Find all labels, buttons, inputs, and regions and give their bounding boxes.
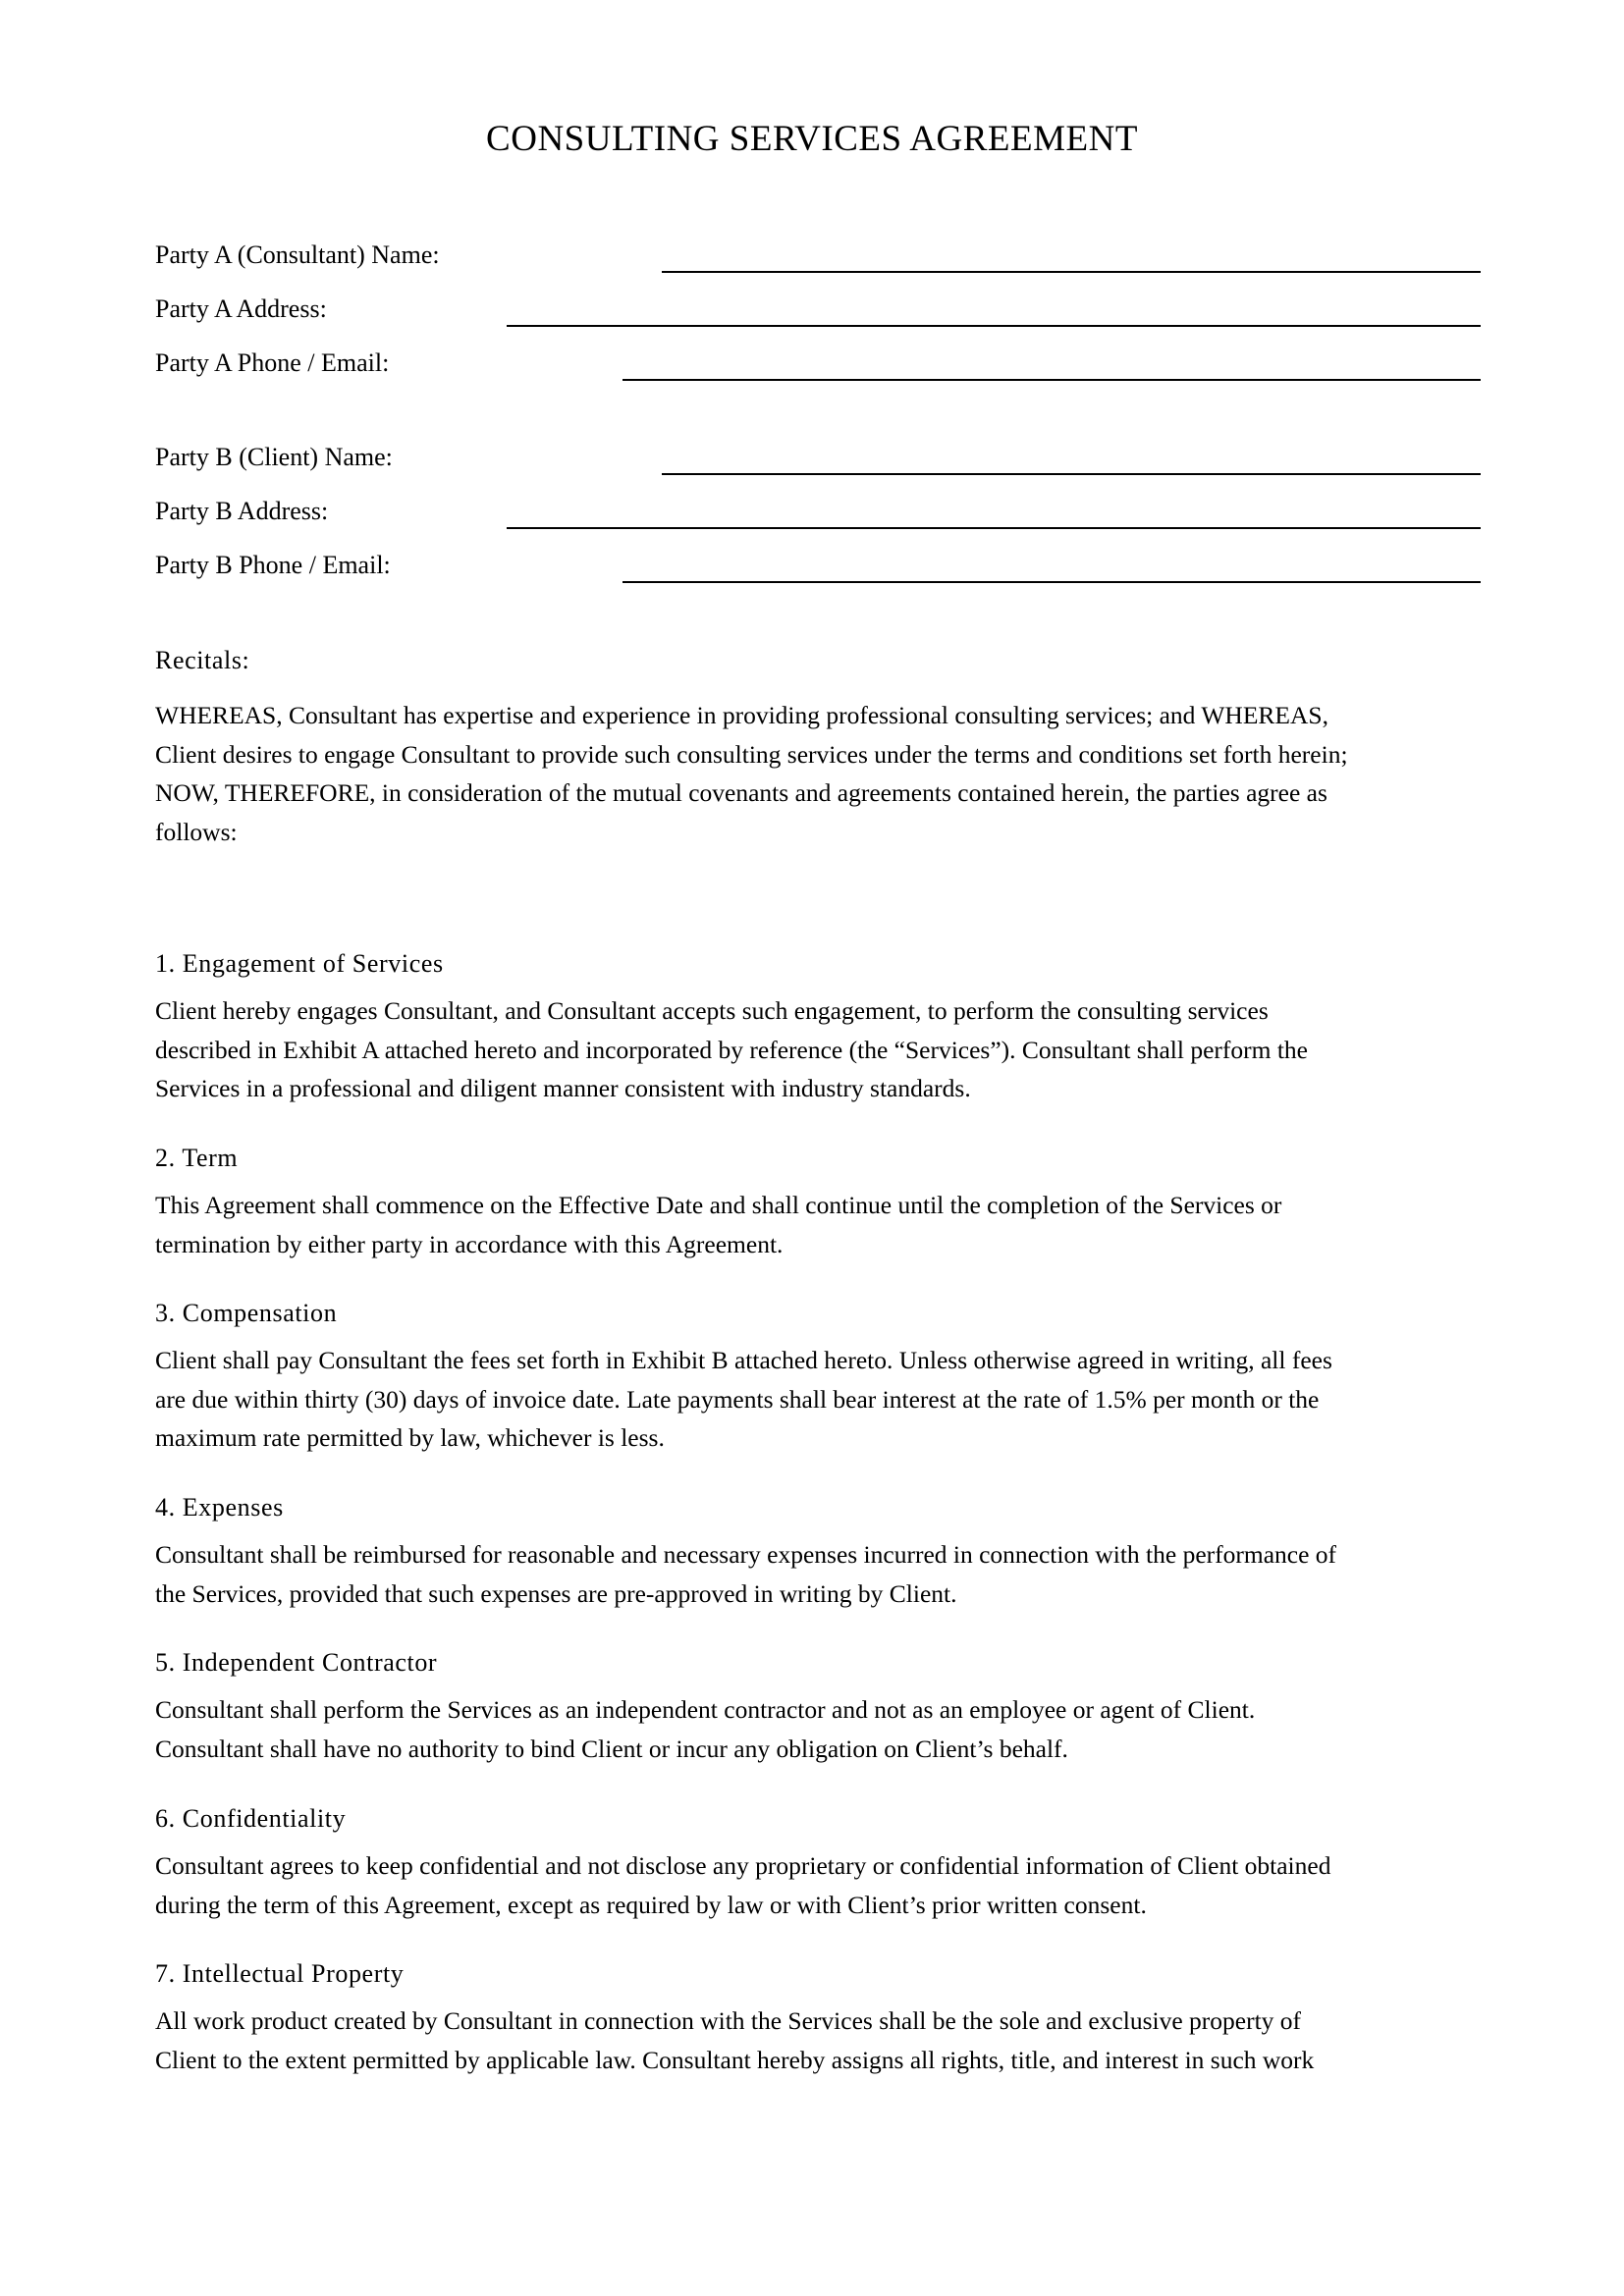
section-line: All work product created by Consultant in connection with the Services shall be the sole and exclusive property of: [155, 2006, 1302, 2035]
section-2-heading: 2. Term: [155, 1144, 239, 1172]
section-line: Client shall pay Consultant the fees set forth in Exhibit B attached hereto. Unless otherwise agreed in writing, all fees: [155, 1346, 1332, 1374]
recitals-heading: Recitals:: [155, 646, 250, 674]
section-5-heading: 5. Independent Contractor: [155, 1648, 438, 1677]
recitals-line: Client desires to engage Consultant to provide such consulting services under the terms and conditions set forth herein;: [155, 739, 1348, 769]
section-line: Consultant agrees to keep confidential and not disclose any proprietary or confidential information of Client obtained: [155, 1851, 1331, 1880]
party-b-address-label: Party B Address:: [155, 497, 329, 525]
section-7-paragraph: [155, 2002, 1481, 2079]
section-line: Client to the extent permitted by applicable law. Consultant hereby assigns all rights, title, and interest in such work: [155, 2045, 1315, 2074]
section-3-paragraph: [155, 1341, 1481, 1458]
section-4-paragraph: [155, 1535, 1481, 1613]
party-b-address-field[interactable]: [507, 527, 1481, 529]
section-line: Client hereby engages Consultant, and Consultant accepts such engagement, to perform the consulting services: [155, 996, 1269, 1025]
section-1-paragraph: [155, 991, 1481, 1108]
section-line: This Agreement shall commence on the Effective Date and shall continue until the completion of the Services or: [155, 1191, 1282, 1219]
section-line: Services in a professional and diligent manner consistent with industry standards.: [155, 1074, 971, 1102]
party-b-name-label: Party B (Client) Name:: [155, 443, 393, 471]
section-3-heading: 3. Compensation: [155, 1299, 338, 1327]
section-2-paragraph: [155, 1186, 1481, 1263]
party-a-address-field[interactable]: [507, 325, 1481, 327]
section-line: during the term of this Agreement, except as required by law or with Client’s prior written consent.: [155, 1890, 1147, 1919]
recitals-line: NOW, THEREFORE, in consideration of the mutual covenants and agreements contained herein, the parties agree as: [155, 778, 1327, 807]
party-a-name-field[interactable]: [662, 271, 1481, 273]
section-line: Consultant shall be reimbursed for reasonable and necessary expenses incurred in connection with the performance of: [155, 1540, 1337, 1569]
party-a-contact-field[interactable]: [623, 379, 1481, 381]
section-line: Consultant shall have no authority to bind Client or incur any obligation on Client’s behalf.: [155, 1734, 1068, 1763]
recitals-line: WHEREAS, Consultant has expertise and experience in providing professional consulting services; and WHEREAS,: [155, 701, 1328, 729]
document-title: CONSULTING SERVICES AGREEMENT: [486, 119, 1138, 159]
section-line: described in Exhibit A attached hereto and incorporated by reference (the “Services”). Consultant shall perform the: [155, 1035, 1308, 1064]
party-b-contact-label: Party B Phone / Email:: [155, 551, 391, 579]
section-6-heading: 6. Confidentiality: [155, 1804, 347, 1833]
recitals-paragraph: [155, 696, 1481, 851]
section-line: termination by either party in accordance with this Agreement.: [155, 1229, 784, 1258]
recitals-line: follows:: [155, 817, 238, 846]
section-1-heading: 1. Engagement of Services: [155, 949, 444, 978]
section-7-heading: 7. Intellectual Property: [155, 1959, 405, 1988]
section-4-heading: 4. Expenses: [155, 1493, 284, 1522]
section-6-paragraph: [155, 1846, 1481, 1924]
party-b-name-field[interactable]: [662, 473, 1481, 475]
section-line: the Services, provided that such expenses are pre-approved in writing by Client.: [155, 1578, 957, 1608]
section-line: maximum rate permitted by law, whichever is less.: [155, 1423, 665, 1452]
section-line: Consultant shall perform the Services as an independent contractor and not as an employee or agent of Client.: [155, 1695, 1256, 1724]
party-a-address-label: Party A Address:: [155, 294, 327, 323]
party-a-contact-label: Party A Phone / Email:: [155, 348, 390, 377]
party-a-name-label: Party A (Consultant) Name:: [155, 240, 440, 269]
section-line: are due within thirty (30) days of invoice date. Late payments shall bear interest at the rate of 1.5% per month or the: [155, 1384, 1320, 1414]
party-b-contact-field[interactable]: [623, 581, 1481, 583]
section-5-paragraph: [155, 1690, 1481, 1768]
